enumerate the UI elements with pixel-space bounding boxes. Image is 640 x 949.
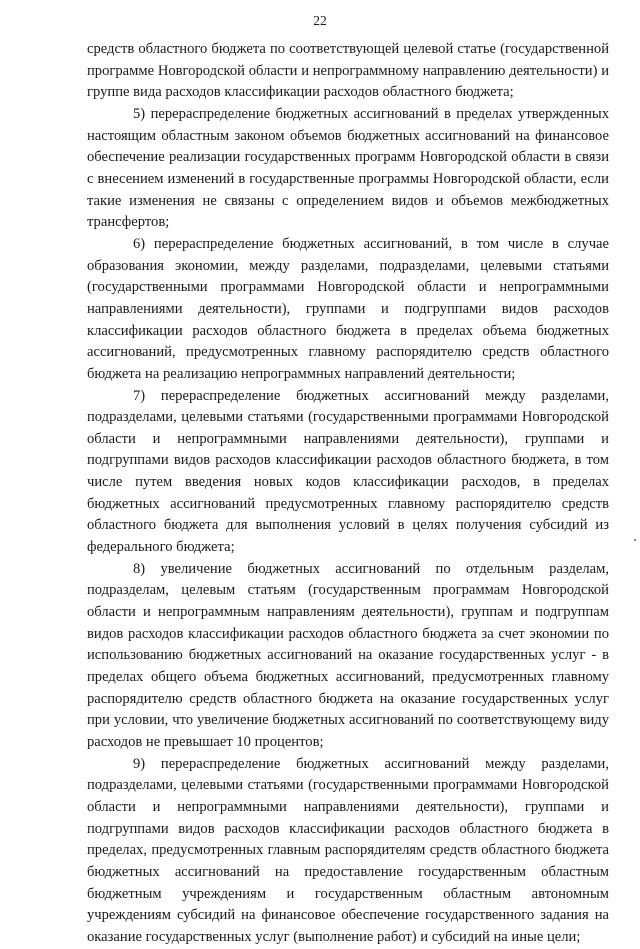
paragraph-continuation: средств областного бюджета по соответствующей целевой статье (государственной программе Новгородской области и непрограммному направлению деятельности) и группе вида расходов классификации расходов областного бюджета; (87, 41, 609, 101)
paragraph-item-6: 6) перераспределение бюджетных ассигнований, в том числе в случае образования экономии, между разделами, подразделами, целевыми статьями (государственными программами Новгородской области и непрограммными направлениями деятельности), группами и подгруппами видов расходов классификации расходов областного бюджета в пределах объема бюджетных ассигнований, предусмотренных главному распорядителю средств областного бюджета на реализацию непрограммных направлений деятельности; (87, 235, 609, 382)
document-body (87, 39, 609, 949)
paragraph-item-8: 8) увеличение бюджетных ассигнований по отдельным разделам, подразделам, целевым статьям (государственным программам Новгородской области и непрограммным направлениям деятельности), группам и подгруппам видов расходов классификации расходов областного бюджета за счет экономии по использованию бюджетных ассигнований на оказание государственных услуг - в пределах общего объема бюджетных ассигнований, предусмотренных главному распорядителю средств областного бюджета на оказание государственных услуг при условии, что увеличение бюджетных ассигнований по соответствующему виду расходов не превышает 10 процентов; (87, 560, 609, 750)
paragraph-item-7: 7) перераспределение бюджетных ассигнований между разделами, подразделами, целевыми статьями (государственными программами Новгородской области и непрограммными направлениями деятельности), группами и подгруппами видов расходов классификации расходов областного бюджета, в том числе путем введения новых кодов классификации расходов, в пределах бюджетных ассигнований предусмотренных главному распорядителю средств областного бюджета для выполнения условий в целях получения субсидий из федерального бюджета; (87, 387, 609, 556)
paragraph-item-5: 5) перераспределение бюджетных ассигнований в пределах утвержденных настоящим областным законом объемов бюджетных ассигнований на финансовое обеспечение реализации государственных программ Новгородской области в связи с внесением изменений в государственные программы Новгородской области, если такие изменения не связаны с определением видов и объемов межбюджетных трансфертов; (87, 105, 609, 231)
page-number: 22 (313, 13, 327, 28)
paragraph-item-9: 9) перераспределение бюджетных ассигнований между разделами, подразделами, целевыми статьями (государственными программами Новгородской области и непрограммными направлениями деятельности), группами и подгруппами видов расходов классификации расходов областного бюджета в пределах, предусмотренных главным распорядителям средств областного бюджета бюджетных ассигнований на предоставление государственным областным бюджетным учреждениям и государственным областным автономным учреждениям субсидий на финансовое обеспечение государственного задания на оказание государственных услуг (выполнение работ) и субсидий на иные цели; (87, 755, 609, 945)
scan-edge-mark (634, 539, 636, 541)
